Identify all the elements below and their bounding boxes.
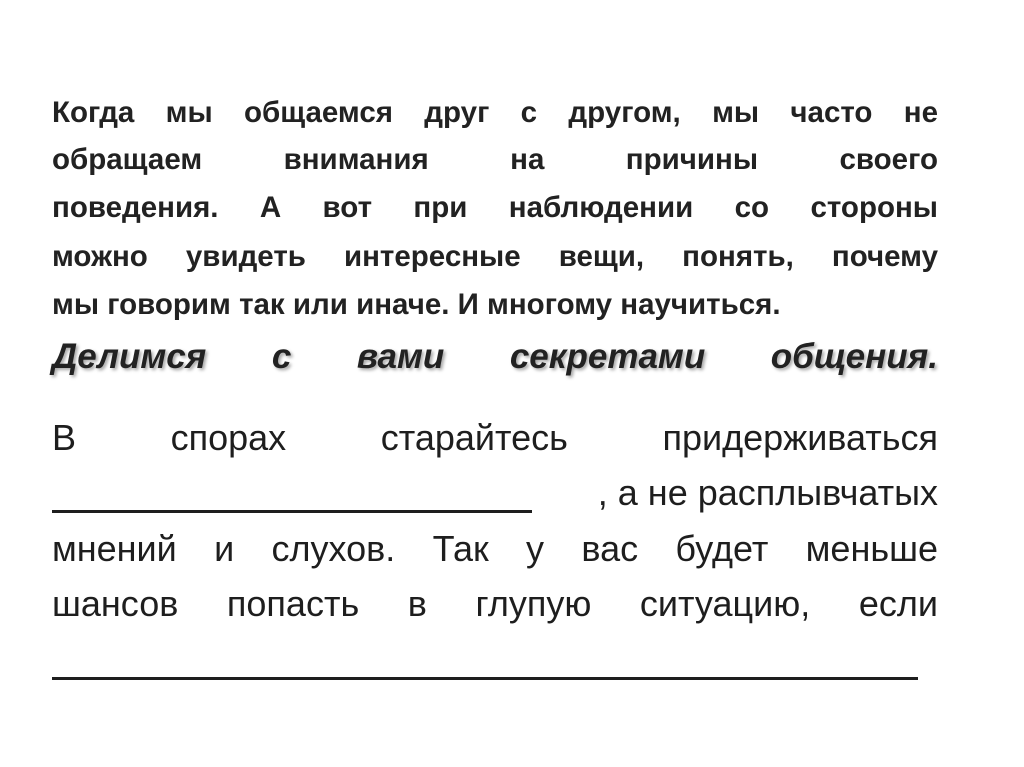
exercise-line-2-rest: , а не расплывчатых bbox=[597, 472, 938, 513]
intro-line-1: Когда мы общаемся друг с другом, мы часто не bbox=[52, 96, 938, 129]
emphasis-heading: Делимся с вами секретами общения. bbox=[52, 337, 938, 376]
fill-in-blank-2 bbox=[52, 677, 918, 680]
exercise-line-4: шансов попасть в глупую ситуацию, если bbox=[52, 583, 938, 624]
exercise-line-3: мнений и слухов. Так у вас будет меньше bbox=[52, 528, 938, 569]
intro-line-2: обращаем внимания на причины своего bbox=[52, 143, 938, 176]
intro-line-4: можно увидеть интересные вещи, понять, почему bbox=[52, 240, 938, 273]
exercise-line-1: В спорах старайтесь придерживаться bbox=[52, 417, 938, 458]
fill-in-blank-1 bbox=[52, 510, 532, 513]
intro-line-3: поведения. А вот при наблюдении со стороны bbox=[52, 191, 938, 224]
intro-line-5: мы говорим так или иначе. И многому научиться. bbox=[52, 288, 781, 321]
